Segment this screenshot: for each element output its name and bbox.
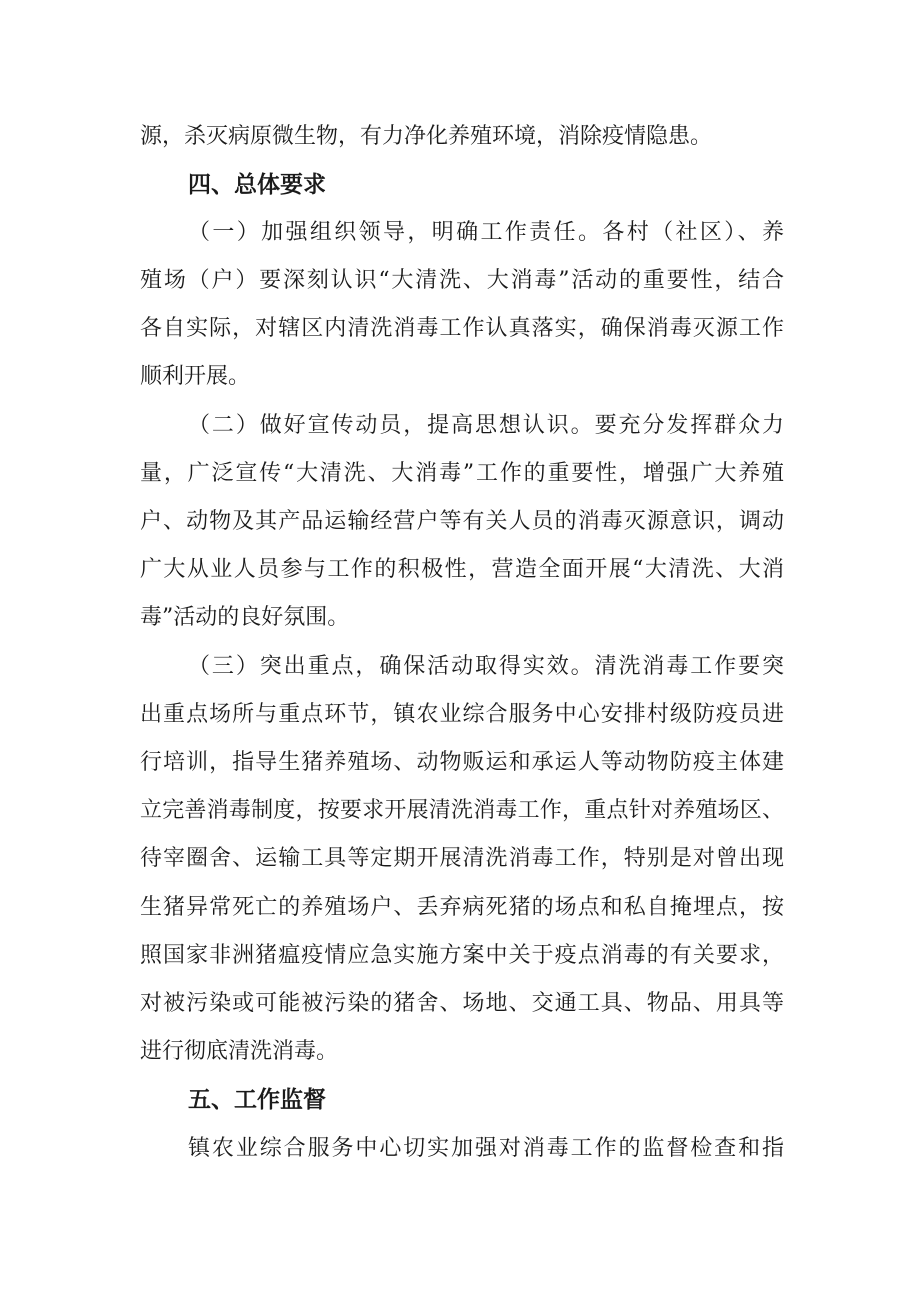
section-heading: 四、总体要求 <box>188 172 326 198</box>
body-text-line: 源，杀灭病原微生物，有力净化养殖环境，消除疫情隐患。 <box>140 124 713 149</box>
paragraph-4-line: 镇农业综合服务中心切实加强对消毒工作的监督检查和指 <box>188 1136 784 1161</box>
section-heading: 五、工作监督 <box>188 1087 326 1113</box>
paragraph-2-line: 户、动物及其产品运输经营户等有关人员的消毒灭源意识，调动 <box>140 509 784 534</box>
paragraph-3-line: 出重点场所与重点环节，镇农业综合服务中心安排村级防疫员进 <box>140 702 784 727</box>
paragraph-2-line: 毒”活动的良好氛围。 <box>140 605 350 630</box>
paragraph-3-line: 进行彻底清洗消毒。 <box>140 1039 339 1064</box>
paragraph-1-line: 顺利开展。 <box>140 364 251 389</box>
paragraph-3-line: （三）突出重点，确保活动取得实效。清洗消毒工作要突 <box>188 654 784 679</box>
paragraph-2-line: 量，广泛宣传“大清洗、大消毒”工作的重要性，增强广大养殖 <box>140 461 784 486</box>
paragraph-3-line: 生猪异常死亡的养殖场户、丢弃病死猪的场点和私自掩埋点，按 <box>140 895 784 920</box>
paragraph-3-line: 对被污染或可能被污染的猪舍、场地、交通工具、物品、用具等 <box>140 991 784 1016</box>
paragraph-1-line: （一）加强组织领导，明确工作责任。各村（社区）、养 <box>188 220 784 245</box>
paragraph-1-line: 各自实际，对辖区内清洗消毒工作认真落实，确保消毒灭源工作 <box>140 316 784 341</box>
paragraph-1-line: 殖场（户）要深刻认识“大清洗、大消毒”活动的重要性，结合 <box>140 268 784 293</box>
paragraph-3-line: 照国家非洲猪瘟疫情应急实施方案中关于疫点消毒的有关要求， <box>140 943 784 968</box>
paragraph-2-line: （二）做好宣传动员，提高思想认识。要充分发挥群众力 <box>188 413 784 438</box>
paragraph-3-line: 立完善消毒制度，按要求开展清洗消毒工作，重点针对养殖场区、 <box>140 798 784 823</box>
paragraph-3-line: 行培训，指导生猪养殖场、动物贩运和承运人等动物防疫主体建 <box>140 750 784 775</box>
paragraph-2-line: 广大从业人员参与工作的积极性，营造全面开展“大清洗、大消 <box>140 557 784 582</box>
paragraph-3-line: 待宰圈舍、运输工具等定期开展清洗消毒工作，特别是对曾出现 <box>140 846 784 871</box>
